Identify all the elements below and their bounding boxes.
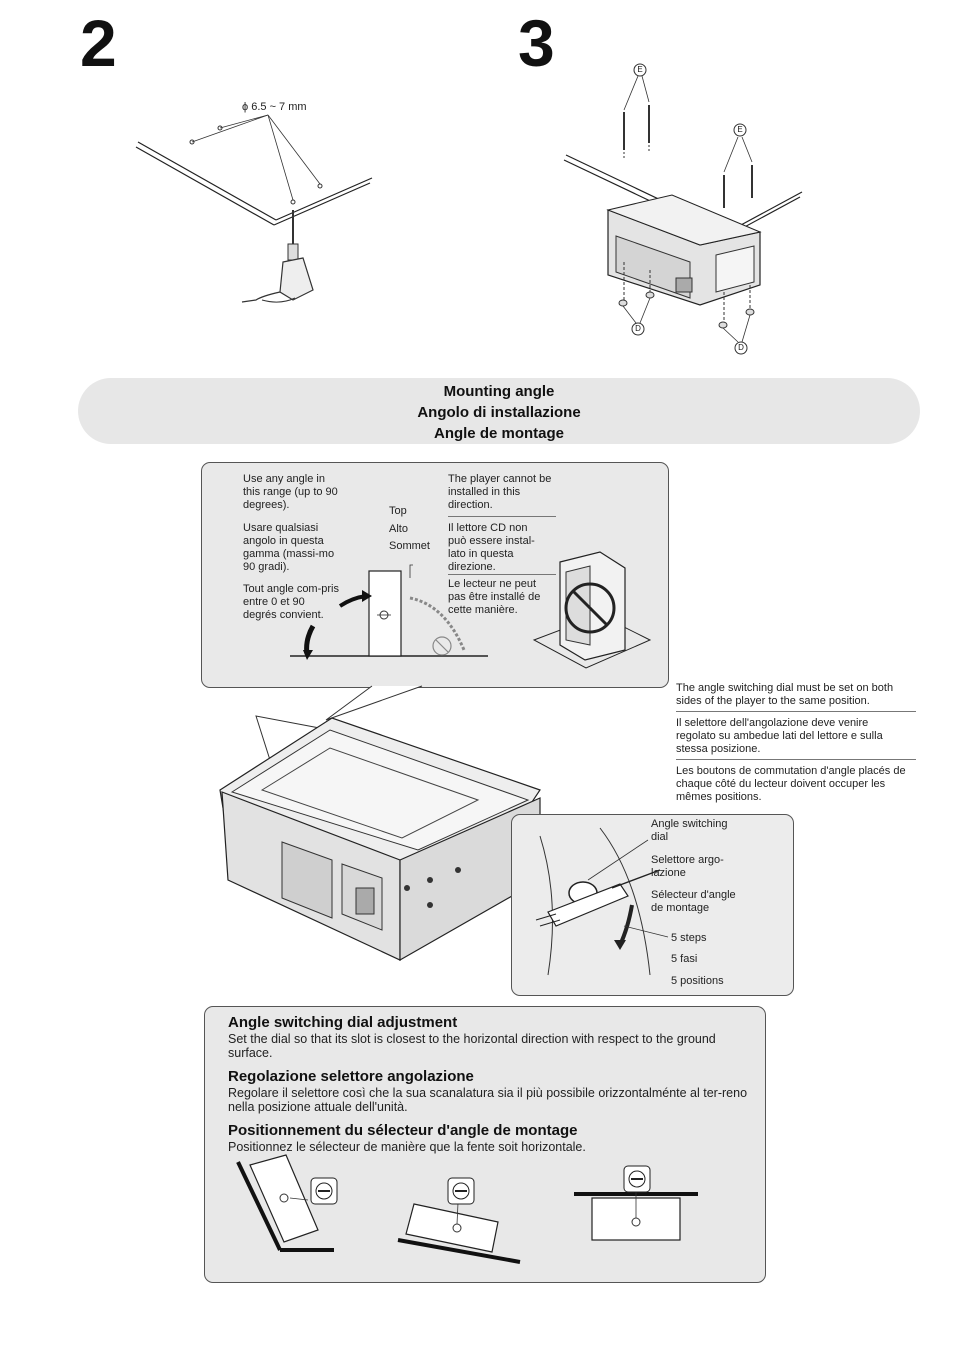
adjustment-title-fr: Positionnement du sélecteur d'angle de montage xyxy=(228,1122,578,1139)
allowed-text-en: Use any angle in this range (up to 90 degrees). xyxy=(243,473,338,511)
steps-label-fr: 5 positions xyxy=(671,975,724,987)
adjustment-body-it: Regolare il selettore così che la sua scanalatura sia il più possibile orizzontalménte al ter-reno nella posizione attuale dell'unità. xyxy=(228,1086,748,1114)
top-label-en: Top xyxy=(389,505,407,517)
steps-label-it: 5 fasi xyxy=(671,953,698,965)
step-number-2: 2 xyxy=(80,6,117,80)
label-e-right: E xyxy=(737,125,743,134)
side-note-fr: Les boutons de commutation d'angle placés de chaque côté du lecteur doivent occuper les mêmes positions. xyxy=(676,765,906,803)
side-note-en: The angle switching dial must be set on both sides of the player to the same position. xyxy=(676,682,894,707)
cannot-text-it: Il lettore CD non può essere instal-lato in questa direzione. xyxy=(448,522,535,573)
label-d-left: D xyxy=(635,324,641,333)
step-number-3: 3 xyxy=(518,6,555,80)
drill-size-label: ϕ 6.5 ~ 7 mm xyxy=(242,101,307,113)
dial-label-fr: Sélecteur d'angle de montage xyxy=(651,889,736,914)
adjustment-body-en: Set the dial so that its slot is closest to the horizontal direction with respect to the ground surface. xyxy=(228,1032,716,1060)
title-fr: Angle de montage xyxy=(433,425,564,442)
allowed-text-fr: Tout angle com-pris entre 0 et 90 degrés convient. xyxy=(243,583,339,621)
side-note-it: Il selettore dell'angolazione deve venire regolato su ambedue lati del lettore e sulla stessa posizione. xyxy=(676,717,883,755)
cannot-text-en: The player cannot be installed in this direction. xyxy=(448,473,552,511)
dial-label-it: Selettore argo-lazione xyxy=(651,854,724,879)
adjustment-body-fr: Positionnez le sélecteur de manière que la fente soit horizontale. xyxy=(228,1140,586,1154)
cannot-text-fr: Le lecteur ne peut pas être installé de cette manière. xyxy=(448,578,541,616)
label-d-right: D xyxy=(738,343,744,352)
adjustment-title-it: Regolazione selettore angolazione xyxy=(228,1068,474,1085)
title-it: Angolo di installazione xyxy=(417,404,581,421)
title-en: Mounting angle xyxy=(443,383,555,400)
steps-label-en: 5 steps xyxy=(671,932,707,944)
label-e-top: E xyxy=(637,65,643,74)
adjustment-title-en: Angle switching dial adjustment xyxy=(228,1014,458,1031)
top-label-fr: Sommet xyxy=(389,540,430,552)
allowed-text-it: Usare qualsiasi angolo in questa gamma (massi-mo 90 gradi). xyxy=(243,522,335,573)
top-label-it: Alto xyxy=(389,523,408,535)
dial-label-en: Angle switching dial xyxy=(651,818,728,843)
